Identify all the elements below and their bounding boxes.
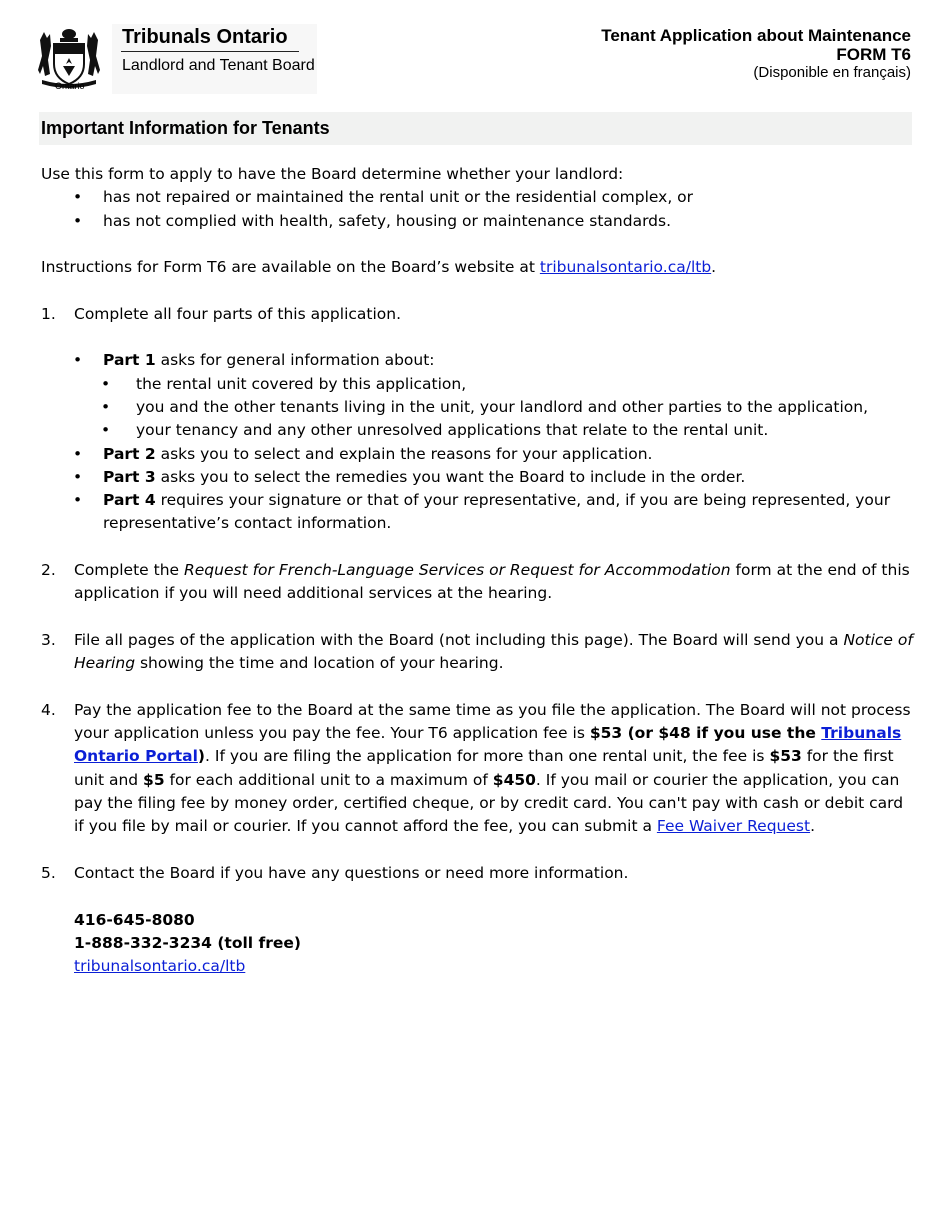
page-header — [0, 0, 950, 100]
phone-number: 416-645-8080 — [74, 910, 195, 929]
banner-title: Important Information for Tenants — [41, 118, 330, 138]
section-banner — [39, 112, 912, 145]
bullet-icon: • — [73, 444, 83, 463]
form-title-block — [601, 26, 911, 81]
contact-website-link[interactable]: tribunalsontario.ca/ltb — [74, 957, 246, 976]
instructions-text: Instructions for Form T6 are available on the Board’s website at tribunalsontario.ca/ltb. — [41, 258, 717, 277]
bullet-icon: • — [73, 467, 83, 486]
org-name: Tribunals Ontario — [122, 26, 288, 48]
list-item-part1: • Part 1 asks for general information about: — [41, 349, 913, 372]
step-3: 3. File all pages of the application with the Board (not including this page). The Board will send you a Notice of Hearing showing the time and location of your hearing. — [41, 630, 913, 673]
fee-waiver-link[interactable]: Fee Waiver Request — [656, 817, 811, 836]
org-subtitle: Landlord and Tenant Board — [122, 57, 315, 74]
list-item: • has not complied with health, safety, housing or maintenance standards. — [41, 210, 913, 233]
form-title: Tenant Application about Maintenance — [601, 26, 911, 45]
ltb-website-link[interactable]: tribunalsontario.ca/ltb — [539, 258, 712, 277]
contact-block — [41, 909, 913, 979]
bullet-icon: • — [101, 397, 111, 416]
bullet-icon: • — [73, 188, 83, 207]
list-item-part3: • Part 3 asks you to select the remedies you want the Board to include in the order. — [41, 466, 913, 489]
portal-link[interactable]: Tribunals Ontario Portal — [74, 724, 902, 766]
org-divider — [121, 51, 299, 52]
step-2: 2. Complete the Request for French-Language Services or Request for Accommodation form at the end of this application if you will need additional services at the hearing. — [41, 561, 910, 603]
toll-free-number: 1-888-332-3234 (toll free) — [74, 933, 301, 952]
intro-text: Use this form to apply to have the Board determine whether your landlord: — [41, 165, 624, 183]
step-1: 1. Complete all four parts of this application. — [41, 304, 402, 323]
crest-caption: Ontario — [55, 81, 85, 91]
step-4: 4. Pay the application fee to the Board at the same time as you file the application. The Board will not process your application unless you pay the fee. Your T6 application fee is $53 (or $48 if you use the Tribunals Ontario Portal). If you are filing the application for more than one rental unit, the fee is $53 for the first unit and $5 for each additional unit to a maximum of $450. If you mail or courier the application, you can pay the filing fee by money order, certified cheque, or by credit card. You can't pay with cash or debit card if you file by mail or courier. If you cannot afford the fee, you can submit a Fee Waiver Request. — [41, 700, 911, 836]
form-number: FORM T6 — [836, 45, 911, 64]
bullet-icon: • — [101, 374, 111, 393]
bullet-icon: • — [73, 491, 83, 510]
french-note: (Disponible en français) — [753, 64, 911, 81]
step-5: 5. Contact the Board if you have any questions or need more information. — [41, 863, 629, 882]
sub-list-item: • you and the other tenants living in the unit, your landlord and other parties to the application, — [41, 396, 913, 419]
bullet-icon: • — [73, 211, 83, 230]
list-item: • has not repaired or maintained the rental unit or the residential complex, or — [41, 186, 913, 209]
bullet-icon: • — [73, 351, 83, 370]
sub-list-item: • the rental unit covered by this application, — [41, 373, 913, 396]
list-item-part4: • Part 4 requires your signature or that of your representative, and, if you are being represented, your representative’s contact information. — [73, 491, 891, 533]
document-body — [41, 163, 913, 978]
sub-list-item: • your tenancy and any other unresolved applications that relate to the rental unit. — [41, 419, 913, 442]
bullet-icon: • — [101, 421, 111, 440]
list-item-part2: • Part 2 asks you to select and explain the reasons for your application. — [41, 443, 913, 466]
